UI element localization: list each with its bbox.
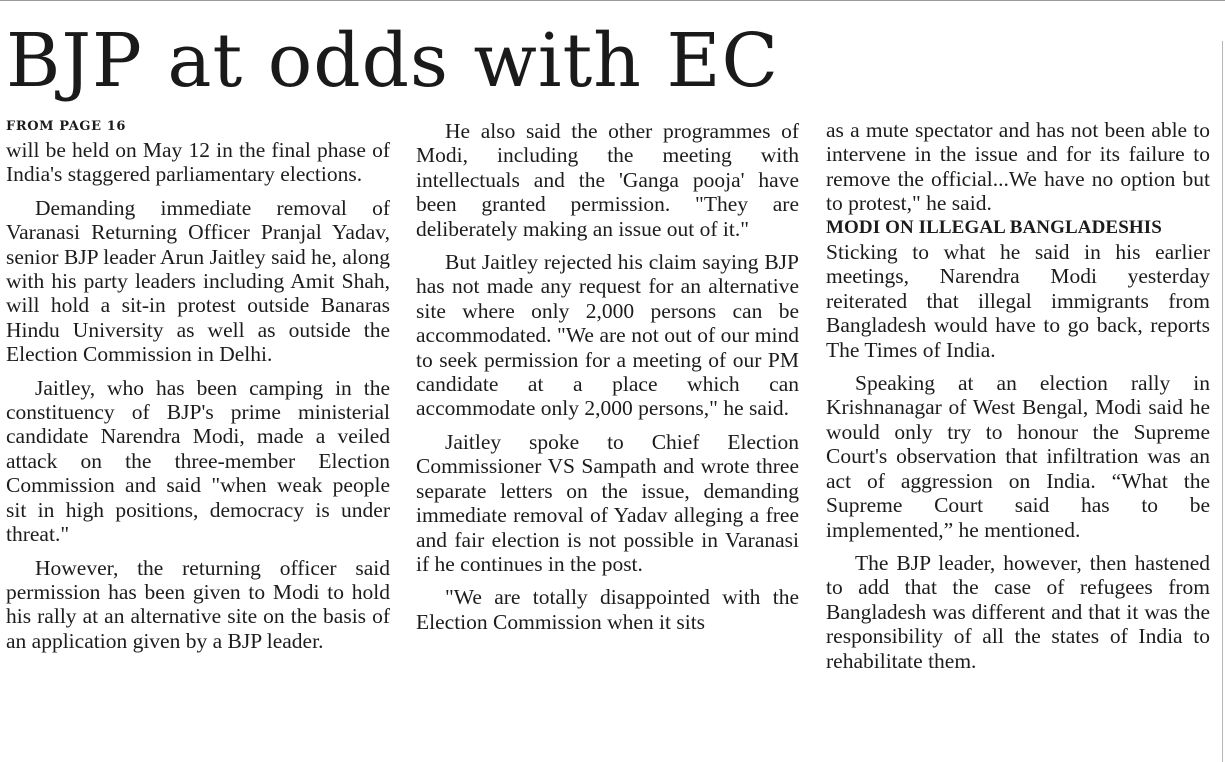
paragraph: as a mute spectator and has not been able to intervene in the issue and for its failure to remove the official...We have no option but to protest," he said. <box>826 118 1210 216</box>
section-subhead: MODI ON ILLEGAL BANGLADESHIS <box>826 216 1162 238</box>
column-rule <box>1222 41 1223 762</box>
headline: BJP at odds with EC <box>6 18 780 104</box>
continuation-kicker: FROM PAGE 16 <box>6 119 127 134</box>
paragraph: The BJP leader, however, then hastened to add that the case of refugees from Bangladesh was different and that it was the responsibility of all the states of India to rehabilitate them. <box>826 550 1210 673</box>
paragraph: He also said the other programmes of Modi, including the meeting with intellectuals and the 'Ganga pooja' have been granted permission. "They are deliberately making an issue out of it." <box>416 119 799 241</box>
paragraph: will be held on May 12 in the final phase of India's staggered parliamentary elections. <box>6 138 390 187</box>
paragraph: Demanding immediate removal of Varanasi Returning Officer Pranjal Yadav, senior BJP leader Arun Jaitley said he, along with his party leaders including Amit Shah, will hold a sit-in protest outside Banaras Hindu University as well as outside the Election Commission in Delhi. <box>6 195 390 367</box>
paragraph: However, the returning officer said permission has been given to Modi to hold his rally at an alternative site on the basis of an application given by a BJP leader. <box>6 555 390 653</box>
paragraph: Jaitley spoke to Chief Election Commissioner VS Sampath and wrote three separate letters on the issue, demanding immediate removal of Yadav alleging a free and fair election is not possible in Varanasi if he continues in the post. <box>416 429 799 576</box>
article-column-2 <box>416 119 799 643</box>
paragraph: Sticking to what he said in his earlier meetings, Narendra Modi yesterday reiterated that illegal immigrants from Bangladesh would have to go back, reports The Times of India. <box>826 240 1210 362</box>
paragraph: "We are totally disappointed with the Election Commission when it sits <box>416 585 799 634</box>
paragraph: But Jaitley rejected his claim saying BJP has not made any request for an alternative site where only 2,000 persons can be accommodated. "We are not out of our mind to seek permission for a meeting of our PM candidate at a place which can accommodate only 2,000 persons," he said. <box>416 250 799 421</box>
paragraph: Jaitley, who has been camping in the constituency of BJP's prime ministerial candidate Narendra Modi, made a veiled attack on the three-member Election Commission and said "when weak people sit in high positions, democracy is under threat." <box>6 375 390 547</box>
article-column-1 <box>6 119 390 662</box>
paragraph: Speaking at an election rally in Krishnanagar of West Bengal, Modi said he would only try to honour the Supreme Court's observation that infiltration was an act of aggression on India. “What the Supreme Court said has to be implemented,” he mentioned. <box>826 371 1210 542</box>
article-column-3 <box>826 118 1210 682</box>
